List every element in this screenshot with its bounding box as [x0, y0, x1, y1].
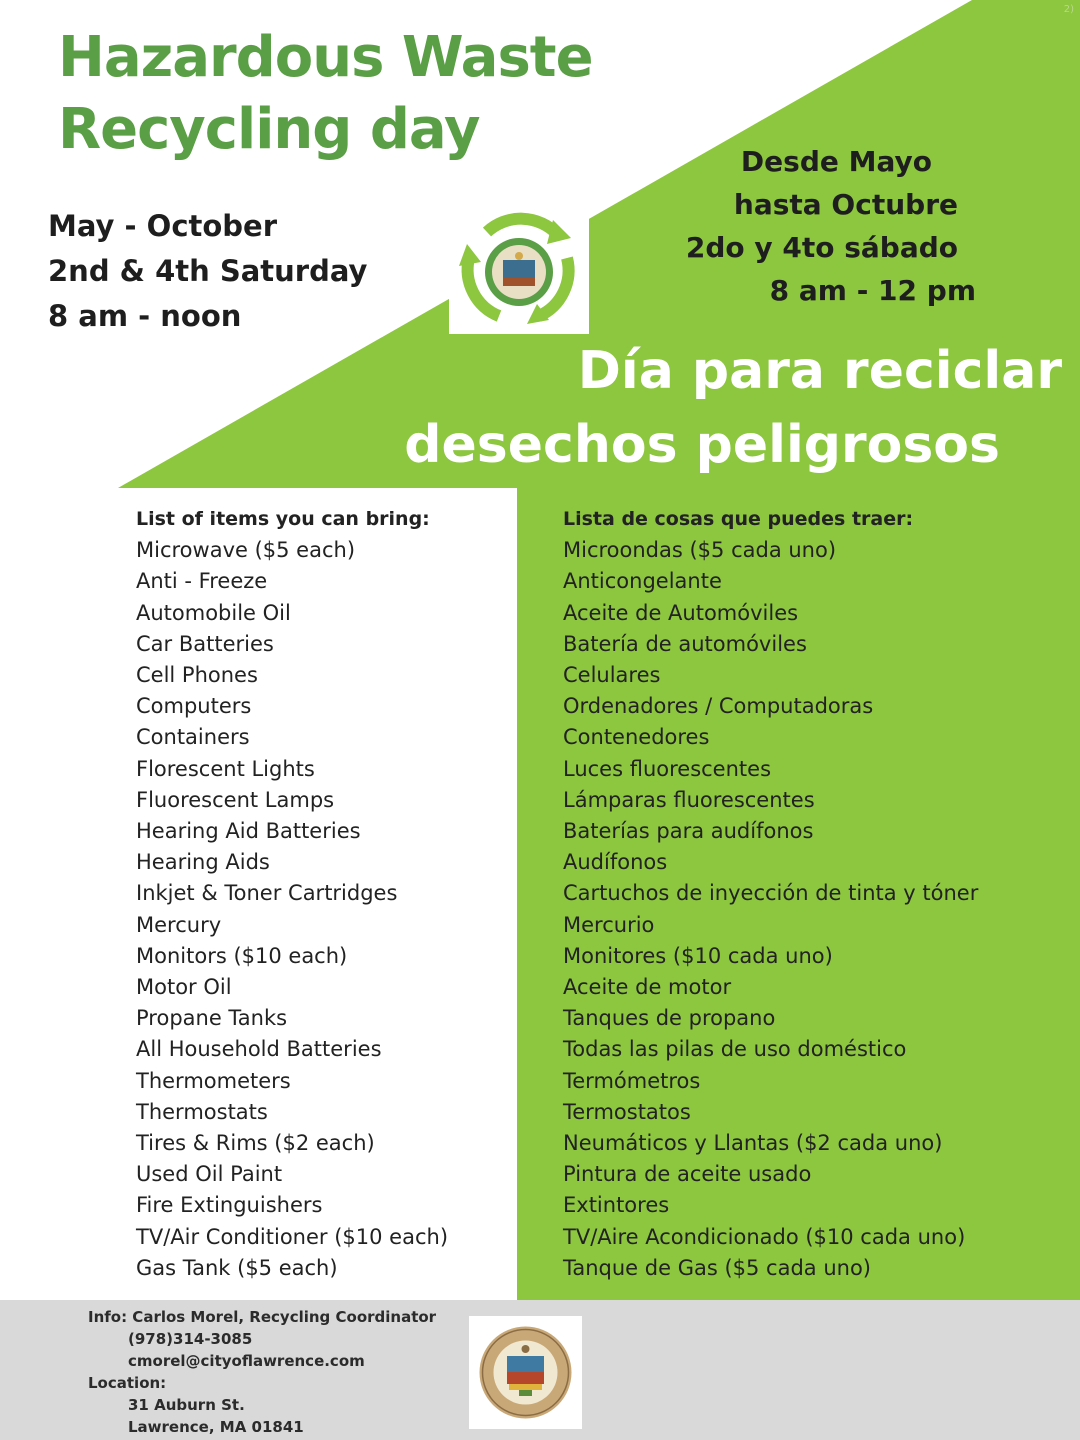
recycle-arrows-seal-icon — [449, 208, 589, 334]
location-city: Lawrence, MA 01841 — [128, 1418, 304, 1436]
items-list-spanish — [563, 504, 978, 1284]
location-label: Location: — [88, 1374, 167, 1392]
es-list-item: Termómetros — [563, 1068, 701, 1093]
items-list-english — [136, 504, 448, 1284]
schedule-spanish — [542, 140, 976, 312]
es-list-item: Baterías para audífonos — [563, 819, 814, 844]
es-list-item: Aceite de motor — [563, 975, 732, 1000]
city-of-lawrence-seal-icon — [469, 1316, 582, 1429]
schedule-english-hours: 8 am - noon — [48, 299, 242, 333]
en-list-item: Thermometers — [136, 1068, 291, 1093]
es-list-item: Ordenadores / Computadoras — [563, 694, 874, 719]
es-list-item: Microondas ($5 cada uno) — [563, 538, 837, 563]
en-list-item: Thermostats — [136, 1099, 268, 1124]
en-list-item: Monitors ($10 each) — [136, 943, 348, 968]
en-list-item: Containers — [136, 725, 250, 750]
en-list-item: Tires & Rims ($2 each) — [136, 1131, 375, 1156]
en-list-item: Cell Phones — [136, 663, 258, 688]
info-email: cmorel@cityoflawrence.com — [128, 1352, 365, 1370]
es-list-item: Pintura de aceite usado — [563, 1162, 812, 1187]
es-list-item: Cartuchos de inyección de tinta y tóner — [563, 881, 979, 906]
schedule-spanish-to: hasta Octubre — [733, 188, 958, 221]
en-list-item: Automobile Oil — [136, 600, 291, 625]
schedule-english — [48, 204, 367, 339]
schedule-spanish-from: Desde Mayo — [740, 145, 932, 178]
title-english — [58, 22, 593, 166]
title-spanish — [404, 334, 1062, 482]
en-list-item: Fluorescent Lamps — [136, 787, 335, 812]
en-list-item: Car Batteries — [136, 631, 274, 656]
en-list-item: Computers — [136, 694, 252, 719]
es-list-item: Luces fluorescentes — [563, 756, 772, 781]
seal-frame — [469, 1316, 582, 1429]
corner-mark: 2) — [1063, 4, 1074, 15]
es-list-item: Neumáticos y Llantas ($2 cada uno) — [563, 1131, 943, 1156]
title-spanish-line-2: desechos peligrosos — [404, 415, 1000, 475]
schedule-english-months: May - October — [48, 209, 278, 243]
en-list-item: Florescent Lights — [136, 756, 315, 781]
items-heading-spanish: Lista de cosas que puedes traer: — [563, 508, 914, 530]
es-list-item: Mercurio — [563, 912, 655, 937]
es-list-item: Monitores ($10 cada uno) — [563, 943, 833, 968]
es-list-item: Lámparas fluorescentes — [563, 787, 815, 812]
en-list-item: Hearing Aid Batteries — [136, 819, 361, 844]
en-list-item: Microwave ($5 each) — [136, 538, 356, 563]
en-list-item: Fire Extinguishers — [136, 1193, 323, 1218]
title-english-line-2: Recycling day — [58, 97, 480, 162]
en-list-item: Mercury — [136, 912, 222, 937]
es-list-item: Anticongelante — [563, 569, 722, 594]
title-english-line-1: Hazardous Waste — [58, 25, 593, 90]
info-coordinator: Info: Carlos Morel, Recycling Coordinator — [88, 1308, 437, 1326]
en-list-item: Motor Oil — [136, 975, 232, 1000]
en-list-item: Used Oil Paint — [136, 1162, 283, 1187]
schedule-spanish-hours: 8 am - 12 pm — [769, 274, 976, 307]
title-spanish-line-1: Día para reciclar — [577, 341, 1062, 401]
es-list-item: Extintores — [563, 1193, 670, 1218]
es-list-item: Audífonos — [563, 850, 668, 875]
es-list-item: Contenedores — [563, 725, 710, 750]
es-list-item: Todas las pilas de uso doméstico — [563, 1037, 907, 1062]
contact-info — [88, 1306, 436, 1438]
es-list-item: TV/Aire Acondicionado ($10 cada uno) — [563, 1224, 966, 1249]
info-phone: (978)314-3085 — [128, 1330, 253, 1348]
es-list-item: Batería de automóviles — [563, 631, 807, 656]
en-list-item: Hearing Aids — [136, 850, 270, 875]
en-list-item: Anti - Freeze — [136, 569, 268, 594]
es-list-item: Tanque de Gas ($5 cada uno) — [563, 1255, 871, 1280]
es-list-item: Aceite de Automóviles — [563, 600, 799, 625]
schedule-spanish-days: 2do y 4to sábado — [685, 231, 958, 264]
items-heading-english: List of items you can bring: — [136, 508, 430, 530]
en-list-item: TV/Air Conditioner ($10 each) — [136, 1224, 449, 1249]
location-street: 31 Auburn St. — [128, 1396, 245, 1414]
en-list-item: Inkjet & Toner Cartridges — [136, 881, 398, 906]
es-list-item: Celulares — [563, 663, 661, 688]
es-list-item: Tanques de propano — [563, 1006, 776, 1031]
es-list-item: Termostatos — [563, 1099, 691, 1124]
en-list-item: Propane Tanks — [136, 1006, 288, 1031]
en-list-item: All Household Batteries — [136, 1037, 382, 1062]
schedule-english-days: 2nd & 4th Saturday — [48, 254, 368, 288]
en-list-item: Gas Tank ($5 each) — [136, 1255, 338, 1280]
